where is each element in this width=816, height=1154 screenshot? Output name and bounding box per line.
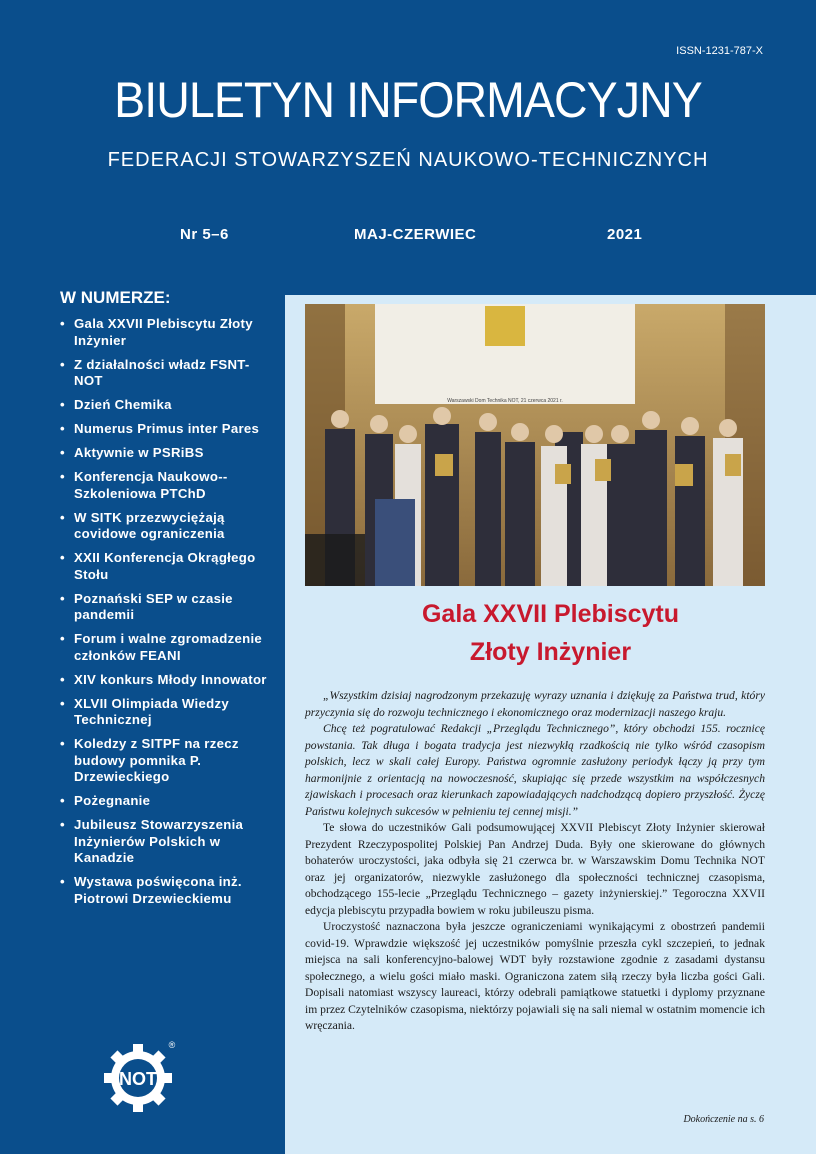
- contents-item: • Koledzy z SITPF na rzecz budowy pomnika P. Drzewieckiego: [60, 736, 275, 786]
- contents-item: • Numerus Primus inter Pares: [60, 421, 275, 438]
- article-title-line-1: Gala XXVII Plebiscytu: [421, 600, 680, 628]
- registered-mark: ®: [168, 1040, 176, 1050]
- contents-item: • Z działalności władz FSNT-NOT: [60, 357, 275, 390]
- issue-number: Nr 5–6: [180, 226, 229, 243]
- contents-sidebar: [60, 288, 275, 915]
- continued-note: Dokończenie na s. 6: [683, 1114, 764, 1125]
- contents-item: • XIV konkurs Młody Innowator: [60, 672, 275, 689]
- contents-item: • XXII Konferencja Okrągłego Stołu: [60, 550, 275, 583]
- issue-months: MAJ-CZERWIEC: [354, 226, 477, 243]
- article-quote-paragraph-1: „Wszystkim dzisiaj nagrodzonym przekazuję wyrazy uznania i dziękuję za Państwa trud, który przyczynia się do rozwoju technicznego i ekonomicznego oraz modernizacji naszego kraju.: [305, 689, 765, 719]
- not-logo: [98, 1038, 178, 1118]
- contents-item: • Wystawa poświęcona inż. Piotrowi Drzewieckiemu: [60, 874, 275, 907]
- contents-list: [60, 316, 275, 907]
- magazine-subtitle: FEDERACJI STOWARZYSZEŃ NAUKOWO-TECHNICZNYCH: [107, 149, 709, 171]
- logo-text: NOT: [119, 1069, 157, 1089]
- gala-photo: [305, 304, 765, 586]
- article-paragraph-4: Uroczystość naznaczona była jeszcze ograniczeniami wynikającymi z obostrzeń pandemii covid-19. Wprawdzie większość jej uczestników pomyślnie przeszła cykl szczepień, to jednak miejsca na sali konferencyjno-balowej WDT były rozstawione zgodnie z zasadami dystansu społecznego, a wielu gości miało maski. Ograniczona zatem siłą rzeczy była liczba gości Gali. Dopisali natomiast wszyscy laureaci, którzy odebrali pamiątkowe statuetki i dyplomy przyznane im przez Czytelników czasopisma, niektórzy pojawiali się na sali niemal w ostatnim momencie ich wręczania.: [305, 920, 765, 1032]
- article-quote-paragraph-2: Chcę też pogratulować Redakcji „Przeglądu Technicznego”, który obchodzi 155. rocznicę powstania. Tak długa i bogata tradycja jest niezwykłą rzadkością nie tylko wśród czasopism polskich, lecz w skali całej Europy. Państwa ogromnie zasłużony periodyk łączy ją przy tym harmonijnie z orientacją na nowoczesność, skupiając się przede wszystkim na współczesnych zjawiskach i procesach oraz kierunkach zapowiadających nadchodzącą dopiero przyszłość. Życzę Państwu kolejnych sukcesów w pełnieniu tej cennej misji.”: [305, 722, 765, 818]
- magazine-title: BIULETYN INFORMACYJNY: [114, 72, 702, 128]
- contents-item: • Konferencja Naukowo--Szkoleniowa PTChD: [60, 469, 275, 502]
- contents-item: • Forum i walne zgromadzenie członków FEANI: [60, 631, 275, 664]
- contents-item: • Poznański SEP w czasie pandemii: [60, 591, 275, 624]
- article-title-line-2: Złoty Inżynier: [469, 638, 632, 666]
- contents-item: • Gala XXVII Plebiscytu Złoty Inżynier: [60, 316, 275, 349]
- article-body: [305, 688, 765, 1035]
- contents-item: • Jubileusz Stowarzyszenia Inżynierów Polskich w Kanadzie: [60, 817, 275, 867]
- photo-banner-text: Warszawski Dom Technika NOT, 21 czerwca 2021 r.: [447, 398, 563, 404]
- contents-item: • W SITK przezwyciężają covidowe ograniczenia: [60, 510, 275, 543]
- issn-number: ISSN-1231-787-X: [676, 45, 763, 57]
- contents-item: • Pożegnanie: [60, 793, 275, 810]
- contents-item: • Aktywnie w PSRiBS: [60, 445, 275, 462]
- issue-year: 2021: [607, 226, 643, 243]
- article-paragraph-3: Te słowa do uczestników Gali podsumowującej XXVII Plebiscyt Złoty Inżynier skierował Prezydent Rzeczypospolitej Polskiej Pan Andrzej Duda. Były one skierowane do głównych bohaterów uroczystości, jaka odbyła się 21 czerwca br. w Warszawskim Domu Technika NOT oraz jej organizatorów, niezwykle zasłużonego dla społeczności technicznej czasopisma, obchodzącego 155-lecie „Przeglądu Technicznego – gazety inżynierskiej.” Tegoroczna XXVII edycja plebiscytu przypadła bowiem w roku jubileuszu pisma.: [305, 821, 765, 917]
- contents-item: • XLVII Olimpiada Wiedzy Technicznej: [60, 696, 275, 729]
- contents-heading: W NUMERZE:: [60, 288, 171, 307]
- contents-item: • Dzień Chemika: [60, 397, 275, 414]
- article-title: [285, 595, 816, 671]
